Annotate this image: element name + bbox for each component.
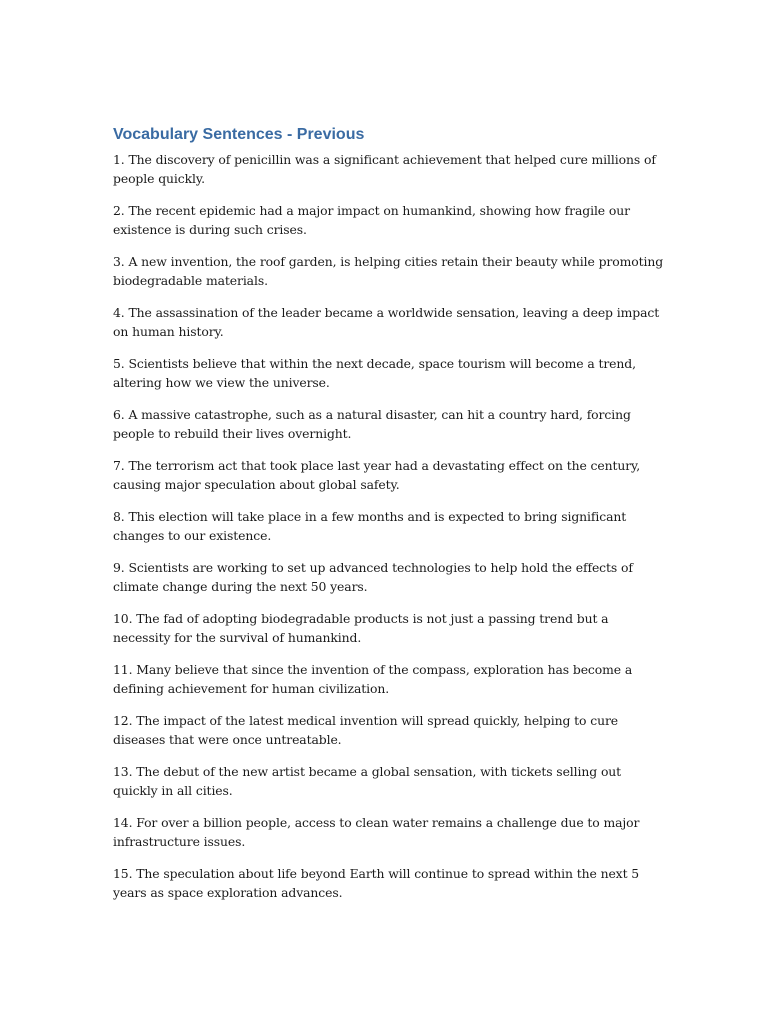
sentence-11: 11. Many believe that since the invention of the compass, exploration has become a defining achievement for human civilization. <box>113 662 633 696</box>
sentence-14: 14. For over a billion people, access to clean water remains a challenge due to major infrastructure issues. <box>113 815 640 849</box>
sentence-7: 7. The terrorism act that took place last year had a devastating effect on the century, causing major speculation about global safety. <box>113 458 641 492</box>
document-title: Vocabulary Sentences - Previous <box>113 126 365 143</box>
document-page <box>113 124 665 915</box>
sentence-9: 9. Scientists are working to set up advanced technologies to help hold the effects of climate change during the next 50 years. <box>113 560 633 594</box>
sentence-2: 2. The recent epidemic had a major impact on humankind, showing how fragile our existence is during such crises. <box>113 203 630 237</box>
sentence-13: 13. The debut of the new artist became a global sensation, with tickets selling out quickly in all cities. <box>113 764 622 798</box>
sentence-3: 3. A new invention, the roof garden, is helping cities retain their beauty while promoting biodegradable materials. <box>113 254 664 288</box>
sentence-1: 1. The discovery of penicillin was a significant achievement that helped cure millions of people quickly. <box>113 152 656 186</box>
sentence-8: 8. This election will take place in a few months and is expected to bring significant changes to our existence. <box>113 509 627 543</box>
sentence-12: 12. The impact of the latest medical invention will spread quickly, helping to cure diseases that were once untreatable. <box>113 713 619 747</box>
sentence-15: 15. The speculation about life beyond Earth will continue to spread within the next 5 years as space exploration advances. <box>113 866 640 900</box>
sentence-4: 4. The assassination of the leader became a worldwide sensation, leaving a deep impact on human history. <box>113 305 660 339</box>
sentence-10: 10. The fad of adopting biodegradable products is not just a passing trend but a necessity for the survival of humankind. <box>113 611 609 645</box>
sentence-6: 6. A massive catastrophe, such as a natural disaster, can hit a country hard, forcing people to rebuild their lives overnight. <box>113 407 631 441</box>
sentence-5: 5. Scientists believe that within the next decade, space tourism will become a trend, altering how we view the universe. <box>113 356 636 390</box>
